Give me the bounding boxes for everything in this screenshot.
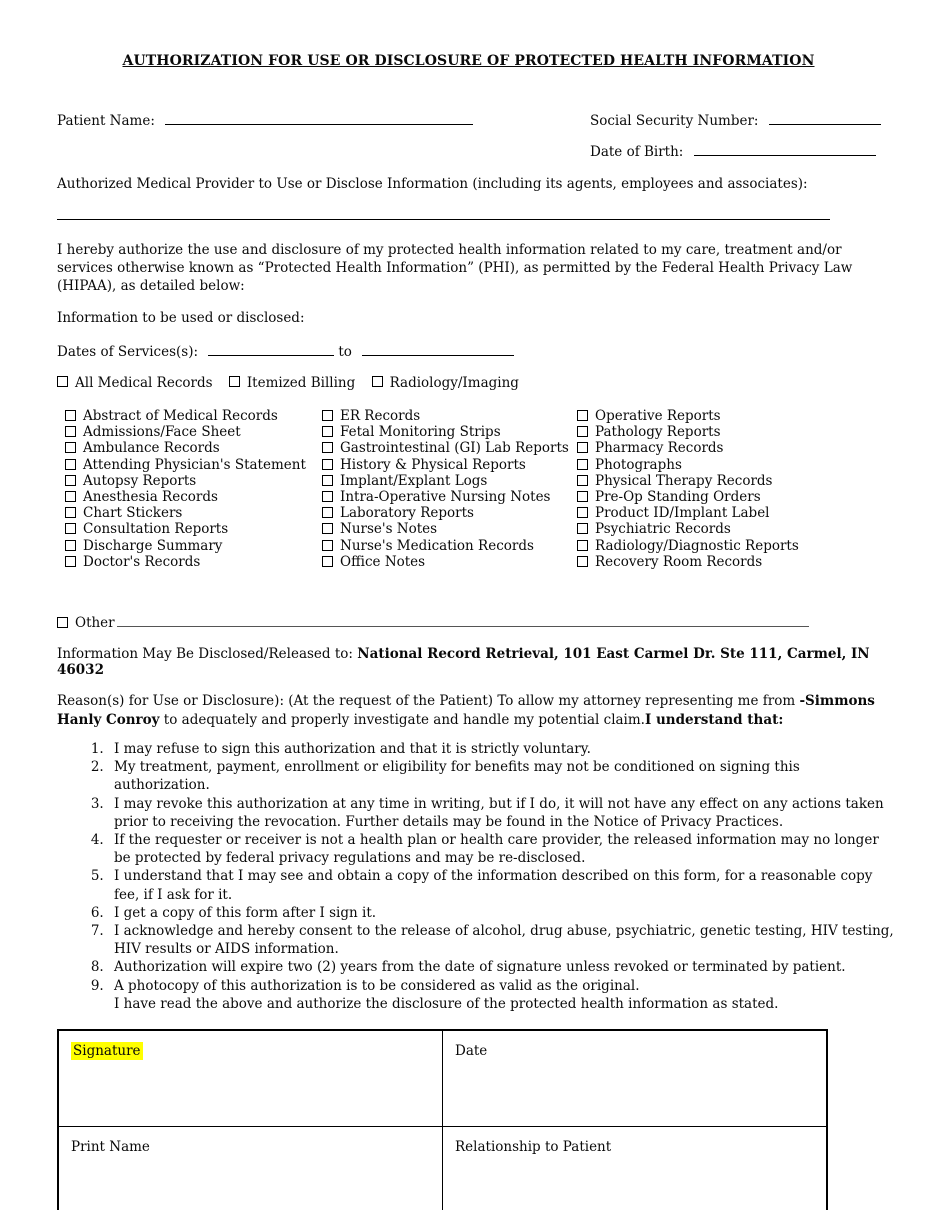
checkbox-label: History & Physical Reports xyxy=(340,456,526,473)
checkbox-icon[interactable] xyxy=(65,459,76,470)
page-title: AUTHORIZATION FOR USE OR DISCLOSURE OF PROTECTED HEALTH INFORMATION xyxy=(122,53,815,69)
closing-statement: I have read the above and authorize the disclosure of the protected health information as stated. xyxy=(114,995,779,1012)
dates-to-label: to xyxy=(338,344,352,360)
term-item-4: 4. If the requester or receiver is not a health plan or health care provider, the released information may no longer be protected by federal privacy regulations and may be re-disclosed. xyxy=(108,831,898,867)
signature-table xyxy=(57,1029,828,1210)
checkbox-icon[interactable] xyxy=(577,556,588,567)
checkbox-icon[interactable] xyxy=(322,507,333,518)
checkbox-label: Fetal Monitoring Strips xyxy=(340,424,501,441)
checkbox-record[interactable] xyxy=(322,538,577,554)
reason-understand: I understand that: xyxy=(644,711,784,728)
checkbox-label: Itemized Billing xyxy=(246,375,356,391)
checkbox-icon[interactable] xyxy=(577,442,588,453)
checkbox-label: Recovery Room Records xyxy=(595,553,763,570)
records-checkbox-grid xyxy=(57,408,880,570)
checkbox-all-medical-records[interactable] xyxy=(57,375,213,391)
date-to-input[interactable] xyxy=(362,342,514,356)
top-checkbox-row xyxy=(57,375,880,391)
checkbox-icon[interactable] xyxy=(65,491,76,502)
checkbox-label: Implant/Explant Logs xyxy=(340,472,488,489)
disclosed-to-value: National Record Retrieval, 101 East Carmel Dr. Ste 111, Carmel, IN 46032 xyxy=(57,646,870,679)
checkbox-itemized-billing[interactable] xyxy=(229,375,355,391)
checkbox-record[interactable] xyxy=(577,440,799,456)
checkbox-icon[interactable] xyxy=(65,540,76,551)
checkbox-record[interactable] xyxy=(322,489,577,505)
checkbox-label: All Medical Records xyxy=(75,375,213,391)
checkbox-label: Laboratory Reports xyxy=(340,505,474,522)
checkbox-record[interactable] xyxy=(577,521,799,537)
checkbox-label: Product ID/Implant Label xyxy=(595,505,770,522)
checkbox-icon[interactable] xyxy=(577,410,588,421)
header-fields xyxy=(57,111,880,173)
date-from-input[interactable] xyxy=(208,342,334,356)
right-fields xyxy=(590,111,880,173)
checkbox-icon[interactable] xyxy=(57,617,68,628)
checkbox-icon[interactable] xyxy=(65,523,76,534)
checkbox-record[interactable] xyxy=(577,554,799,570)
checkbox-label: Office Notes xyxy=(340,553,426,570)
checkbox-record[interactable] xyxy=(322,473,577,489)
checkbox-record[interactable] xyxy=(577,489,799,505)
checkbox-record[interactable] xyxy=(577,505,799,521)
checkbox-record[interactable] xyxy=(322,457,577,473)
checkbox-record[interactable] xyxy=(65,457,322,473)
other-input-line[interactable] xyxy=(117,614,809,627)
checkbox-icon[interactable] xyxy=(372,376,383,387)
checkbox-record[interactable] xyxy=(577,538,799,554)
checkbox-label: Pre-Op Standing Orders xyxy=(595,489,761,506)
dates-of-service-row xyxy=(57,342,880,360)
checkbox-icon[interactable] xyxy=(322,475,333,486)
checkbox-label: Ambulance Records xyxy=(83,440,220,457)
checkbox-label: Pathology Reports xyxy=(595,424,721,441)
ssn-input[interactable] xyxy=(769,111,881,125)
checkbox-icon[interactable] xyxy=(577,507,588,518)
checkbox-label: Admissions/Face Sheet xyxy=(83,424,241,441)
checkbox-icon[interactable] xyxy=(65,507,76,518)
provider-input-line[interactable] xyxy=(57,218,830,220)
disclosed-to-row xyxy=(57,646,880,678)
provider-label: Authorized Medical Provider to Use or Disclose Information (including its agents, employees and associates): xyxy=(57,176,808,192)
checkbox-label: Chart Stickers xyxy=(83,505,183,522)
checkbox-record[interactable] xyxy=(322,408,577,424)
checkbox-record[interactable] xyxy=(322,521,577,537)
patient-name-label: Patient Name: xyxy=(57,113,155,129)
checkbox-icon[interactable] xyxy=(577,459,588,470)
other-label: Other xyxy=(75,615,115,632)
checkbox-icon[interactable] xyxy=(322,523,333,534)
checkbox-record[interactable] xyxy=(322,505,577,521)
checkbox-record[interactable] xyxy=(577,408,799,424)
checkbox-label: Autopsy Reports xyxy=(83,472,197,489)
checkbox-icon[interactable] xyxy=(577,491,588,502)
checkbox-label: Intra-Operative Nursing Notes xyxy=(340,489,551,506)
term-item-2: 2. My treatment, payment, enrollment or eligibility for benefits may not be conditioned on signing this authorization. xyxy=(108,758,898,794)
terms-list xyxy=(57,740,898,995)
term-item-7: 7. I acknowledge and hereby consent to the release of alcohol, drug abuse, psychiatric, genetic testing, HIV testing, HIV results or AIDS information. xyxy=(108,922,898,958)
checkbox-icon[interactable] xyxy=(65,426,76,437)
signature-label: Signature xyxy=(73,1043,141,1060)
checkbox-record[interactable] xyxy=(65,440,322,456)
checkbox-record[interactable] xyxy=(65,505,322,521)
checkbox-record[interactable] xyxy=(65,538,322,554)
checkbox-record[interactable] xyxy=(65,424,322,440)
checkbox-label: Gastrointestinal (GI) Lab Reports xyxy=(340,440,569,457)
checkbox-icon[interactable] xyxy=(577,540,588,551)
checkbox-icon[interactable] xyxy=(65,442,76,453)
checkbox-icon[interactable] xyxy=(322,410,333,421)
disclosed-to-label: Information May Be Disclosed/Released to: xyxy=(57,646,353,663)
checkbox-label: Psychiatric Records xyxy=(595,521,731,538)
checkbox-record[interactable] xyxy=(322,440,577,456)
checkbox-icon[interactable] xyxy=(322,556,333,567)
checkbox-record[interactable] xyxy=(577,457,799,473)
checkbox-label: Nurse's Medication Records xyxy=(340,537,534,554)
checkbox-icon[interactable] xyxy=(229,376,240,387)
checkbox-icon[interactable] xyxy=(322,442,333,453)
patient-name-input[interactable] xyxy=(165,111,473,125)
relationship-cell[interactable] xyxy=(443,1127,828,1210)
ssn-field xyxy=(590,111,880,129)
print-name-label: Print Name xyxy=(71,1139,150,1156)
term-item-3: 3. I may revoke this authorization at any time in writing, but if I do, it will not have any effect on any actions taken prior to receiving the revocation. Further details may be found in the Notice of Privacy Practices. xyxy=(108,795,898,831)
checkbox-icon[interactable] xyxy=(322,426,333,437)
checkbox-icon[interactable] xyxy=(322,459,333,470)
checkbox-label: Abstract of Medical Records xyxy=(83,408,278,424)
checkbox-label: Operative Reports xyxy=(595,408,721,424)
print-name-cell[interactable] xyxy=(58,1127,443,1210)
checkbox-icon[interactable] xyxy=(65,410,76,421)
checkbox-label: ER Records xyxy=(340,408,421,424)
checkbox-record[interactable] xyxy=(577,424,799,440)
checkbox-label: Doctor's Records xyxy=(83,553,201,570)
checkbox-icon[interactable] xyxy=(65,556,76,567)
checkbox-icon[interactable] xyxy=(57,376,68,387)
relationship-label: Relationship to Patient xyxy=(455,1139,612,1156)
checkbox-label: Pharmacy Records xyxy=(595,440,724,457)
date-label: Date xyxy=(455,1043,488,1060)
term-item-8: 8. Authorization will expire two (2) years from the date of signature unless revoked or terminated by patient. xyxy=(108,958,898,976)
signature-cell[interactable] xyxy=(58,1030,443,1127)
patient-name-field xyxy=(57,111,473,173)
checkbox-record[interactable] xyxy=(322,554,577,570)
term-item-5: 5. I understand that I may see and obtain a copy of the information described on this form, for a reasonable copy fee, if I ask for it. xyxy=(108,867,898,903)
records-column-2 xyxy=(322,408,577,570)
reason-middle: to adequately and properly investigate and handle my potential claim. xyxy=(159,711,645,728)
checkbox-icon[interactable] xyxy=(577,475,588,486)
checkbox-record[interactable] xyxy=(65,521,322,537)
dates-label: Dates of Services(s): xyxy=(57,344,199,360)
checkbox-label: Physical Therapy Records xyxy=(595,472,773,489)
other-checkbox-row xyxy=(57,614,809,631)
checkbox-label: Photographs xyxy=(595,456,682,473)
intro-paragraph: I hereby authorize the use and disclosure of my protected health information related to my care, treatment and/or services otherwise known as “Protected Health Information” (PHI), as permitted by the Federal Health Privacy Law (HIPAA), as detailed below: xyxy=(57,242,853,294)
reason-firm-name: -Simmons Hanly Conroy xyxy=(57,693,875,728)
checkbox-record[interactable] xyxy=(65,408,322,424)
checkbox-record[interactable] xyxy=(65,554,322,570)
term-item-6: 6. I get a copy of this form after I sign it. xyxy=(108,904,898,922)
checkbox-record[interactable] xyxy=(65,489,322,505)
dob-field xyxy=(590,142,880,160)
checkbox-record[interactable] xyxy=(577,473,799,489)
checkbox-label: Radiology/Imaging xyxy=(389,375,519,391)
checkbox-record[interactable] xyxy=(322,424,577,440)
checkbox-icon[interactable] xyxy=(322,491,333,502)
checkbox-record[interactable] xyxy=(65,473,322,489)
checkbox-icon[interactable] xyxy=(577,426,588,437)
date-cell[interactable] xyxy=(443,1030,828,1127)
checkbox-label: Discharge Summary xyxy=(83,537,223,554)
checkbox-icon[interactable] xyxy=(65,475,76,486)
info-to-be-disclosed-label: Information to be used or disclosed: xyxy=(57,310,305,326)
checkbox-label: Nurse's Notes xyxy=(340,521,438,538)
term-item-9: 9. A photocopy of this authorization is to be considered as valid as the original. xyxy=(108,977,898,995)
checkbox-radiology-imaging[interactable] xyxy=(372,375,519,391)
checkbox-icon[interactable] xyxy=(322,540,333,551)
checkbox-icon[interactable] xyxy=(577,523,588,534)
checkbox-label: Consultation Reports xyxy=(83,521,229,538)
ssn-label: Social Security Number: xyxy=(590,113,759,129)
reason-paragraph xyxy=(57,692,882,729)
checkbox-label: Radiology/Diagnostic Reports xyxy=(595,537,799,554)
dob-label: Date of Birth: xyxy=(590,144,684,160)
records-column-1 xyxy=(65,408,322,570)
dob-input[interactable] xyxy=(694,142,876,156)
reason-prefix: Reason(s) for Use or Disclosure): (At the request of the Patient) To allow my attorney representing me from xyxy=(57,693,800,710)
records-column-3 xyxy=(577,408,799,570)
checkbox-label: Anesthesia Records xyxy=(83,489,218,506)
checkbox-label: Attending Physician's Statement xyxy=(83,456,306,473)
term-item-1: 1. I may refuse to sign this authorization and that it is strictly voluntary. xyxy=(108,740,898,758)
